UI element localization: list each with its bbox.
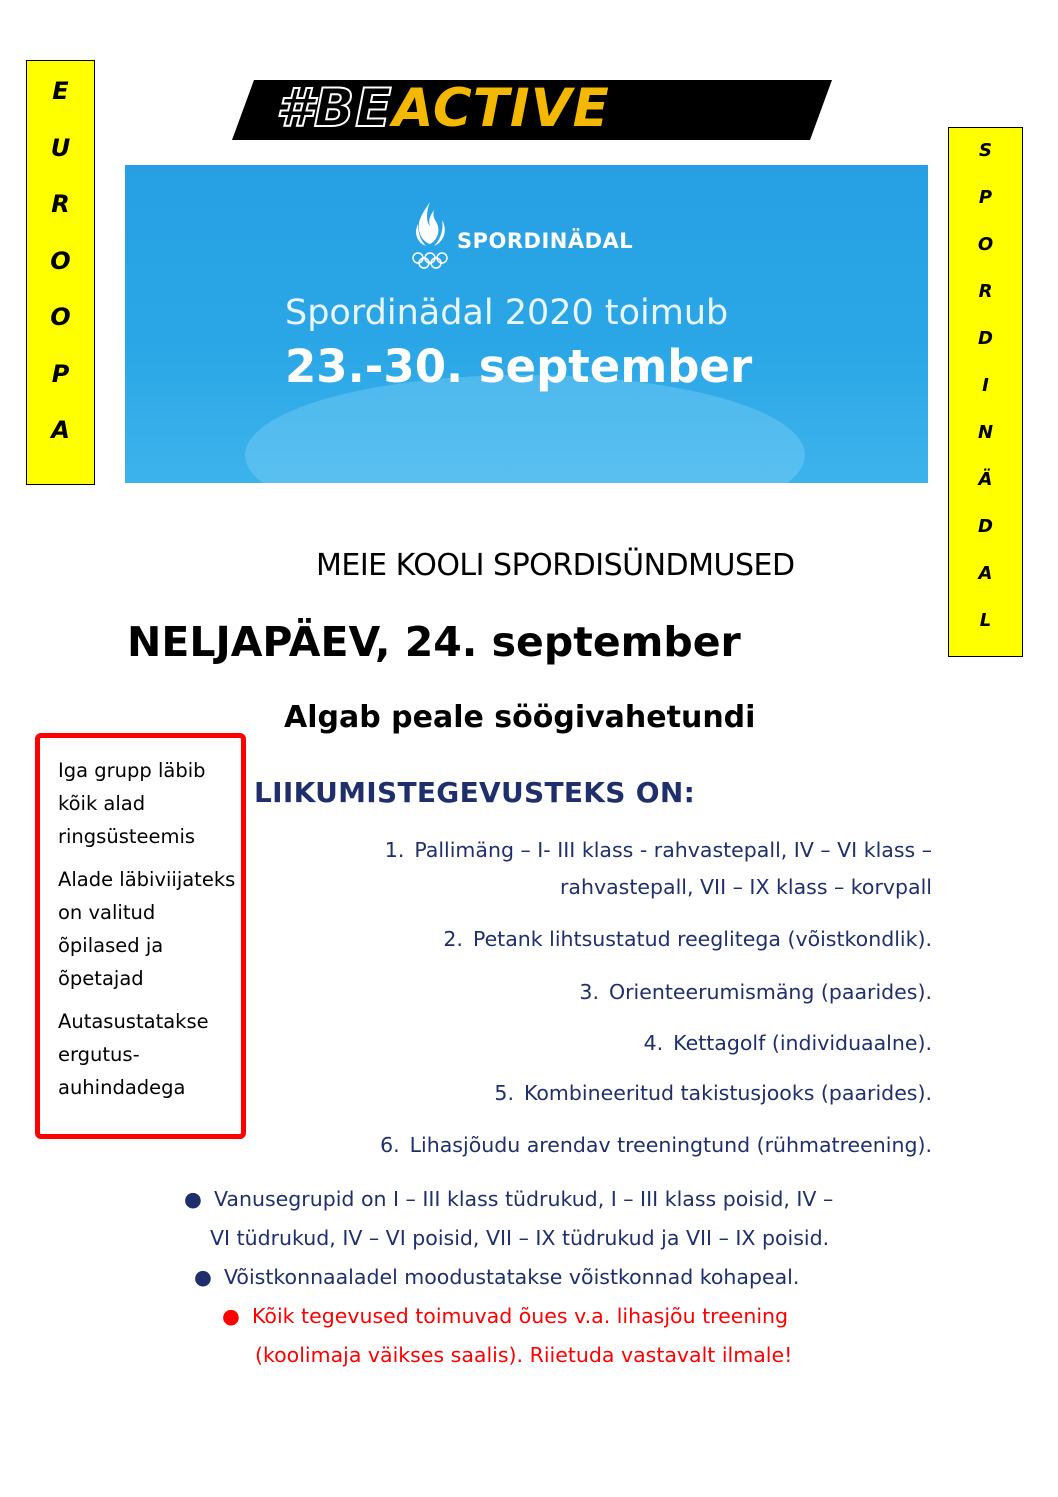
activity-text: Petank lihtsustatud reeglitega (võistkondlik). [472,927,932,951]
banner-letter: A [51,416,70,444]
activity-item-6 [380,1127,932,1164]
banner-letter: R [978,281,993,302]
bullet-item-age-groups-cont [210,1219,829,1258]
main-heading: MEIE KOOLI SPORDISÜNDMUSED [316,548,795,583]
bullet-item-age-groups [184,1180,833,1219]
activity-item-4 [644,1025,932,1062]
info-box [35,733,246,1139]
banner-letter: U [50,133,71,162]
info-line: Autasustatakse ergutus-auhindadega [58,1010,209,1099]
banner-letter: P [51,359,70,388]
bullet-text: Võistkonnaaladel moodustatakse võistkonnad kohapeal. [224,1265,800,1289]
logo-hash: # [276,78,314,139]
day-heading: NELJAPÄEV, 24. september [127,618,741,666]
logo-active: ACTIVE [392,78,610,139]
bullet-text: VI tüdrukud, IV – VI poisid, VII – IX tüdrukud ja VII – IX poisid. [210,1226,830,1250]
activity-number: 1. [384,838,405,862]
banner-brand: SPORDINÄDAL [457,229,634,253]
info-line: Alade läbiviijateks on valitud õpilased ja õpetajad [58,868,236,990]
bullet-text: (koolimaja väikses saalis). Riietuda vastavalt ilmale! [255,1343,793,1367]
banner-letter: O [50,246,71,275]
bullet-icon: ● [194,1265,212,1289]
activity-text: rahvastepall, VII – IX klass – korvpall [560,875,932,899]
bullet-text: Kõik tegevused toimuvad õues v.a. lihasjõu treening [252,1304,789,1328]
logo-text [276,78,610,139]
activity-text: Orienteerumismäng (paarides). [608,980,932,1004]
banner-letter: L [979,610,992,631]
bullet-item-teams [194,1258,799,1297]
activity-item-3 [579,974,932,1011]
bullet-icon: ● [222,1304,240,1328]
banner-letter: A [978,563,993,584]
spordinadal-banner [948,127,1023,657]
beactive-logo [232,80,832,140]
activity-item-1-cont [560,869,932,906]
banner-letter: D [978,328,993,349]
europa-banner [26,60,95,485]
activity-item-1 [385,832,932,869]
banner-letter: Ä [978,469,993,490]
banner-letter: N [977,422,994,443]
bullet-item-outdoors [222,1297,788,1336]
activity-number: 5. [494,1081,514,1105]
spordinadal-promo-banner [125,165,928,483]
activity-text: Lihasjõudu arendav treeningtund (rühmatreening). [409,1133,932,1157]
activity-number: 3. [579,980,599,1004]
bullet-text: Vanusegrupid on I – III klass tüdrukud, I – III klass poisid, IV – [214,1187,834,1211]
banner-letter: O [50,303,71,331]
activity-number: 6. [380,1133,400,1157]
activity-text: Kettagolf (individuaalne). [673,1031,932,1055]
activity-text: Kombineeritud takistusjooks (paarides). [523,1081,932,1105]
start-note: Algab peale söögivahetundi [284,700,756,735]
banner-letter: D [978,516,993,537]
banner-letter: E [52,77,69,105]
activity-item-5 [494,1075,932,1112]
bullet-icon: ● [184,1187,202,1211]
banner-letter: S [979,140,992,161]
banner-dates: 23.-30. september [285,340,753,393]
activities-heading: LIIKUMISTEGEVUSTEKS ON: [254,776,696,809]
logo-be: BE [313,78,393,139]
banner-letter: O [977,234,994,255]
info-line: Iga grupp läbib kõik alad ringsüsteemis [58,759,206,848]
activity-text: Pallimäng – I- III klass - rahvastepall, IV – VI klass – [414,838,932,862]
activity-number: 4. [643,1031,664,1055]
banner-subtitle: Spordinädal 2020 toimub [285,293,729,333]
banner-letter: P [978,187,993,208]
activity-number: 2. [443,927,463,951]
flame-icon [408,200,452,272]
bullet-item-outdoors-cont [255,1336,792,1375]
banner-letter: R [51,190,70,218]
activity-item-2 [443,921,932,958]
banner-letter: I [982,375,989,396]
